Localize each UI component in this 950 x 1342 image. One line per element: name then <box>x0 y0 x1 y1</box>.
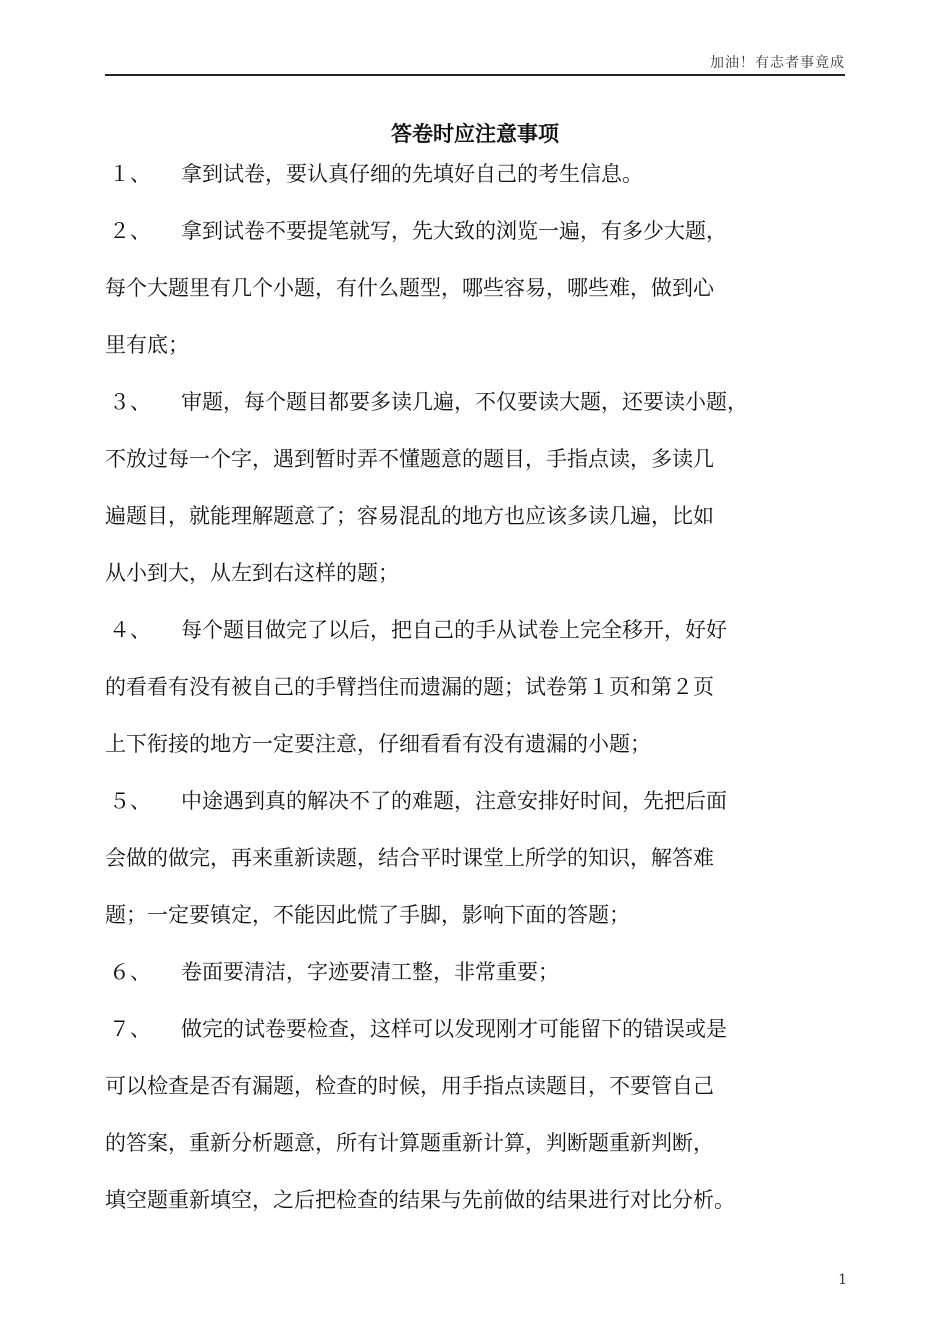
item-number: ２、 <box>109 219 151 243</box>
item-line: 题；一定要镇定，不能因此慌了手脚，影响下面的答题； <box>105 903 630 927</box>
item-line <box>105 374 865 431</box>
item-line: 里有底； <box>105 333 189 357</box>
item-text: 中途遇到真的解决不了的难题，注意安排好时间，先把后面 <box>181 789 727 813</box>
item-number: ５、 <box>109 789 151 813</box>
item-line <box>105 146 865 203</box>
item-line: 填空题重新填空，之后把检查的结果与先前做的结果进行对比分析。 <box>105 1188 735 1212</box>
item-line: 的看看有没有被自己的手臂挡住而遗漏的题；试卷第１页和第２页 <box>105 675 714 699</box>
item-number: ３、 <box>109 390 151 414</box>
item-line: 的答案，重新分析题意，所有计算题重新计算，判断题重新判断， <box>105 1131 714 1155</box>
document-body <box>105 146 865 1229</box>
item-line <box>105 773 865 830</box>
item-number: ７、 <box>109 1017 151 1041</box>
item-line: 会做的做完，再来重新读题，结合平时课堂上所学的知识，解答难 <box>105 846 714 870</box>
item-line: 每个大题里有几个小题，有什么题型，哪些容易，哪些难，做到心 <box>105 276 714 300</box>
item-line <box>105 944 865 1001</box>
list-item <box>105 146 865 203</box>
page-number: 1 <box>838 1272 847 1288</box>
list-item <box>105 1001 865 1229</box>
document-title: 答卷时应注意事项 <box>391 121 559 146</box>
item-line: 不放过每一个字，遇到暂时弄不懂题意的题目，手指点读，多读几 <box>105 447 714 471</box>
item-line: 上下衔接的地方一定要注意，仔细看看有没有遗漏的小题； <box>105 732 651 756</box>
list-item <box>105 203 865 374</box>
list-item <box>105 602 865 773</box>
item-text: 卷面要清洁，字迹要清工整，非常重要； <box>181 960 559 984</box>
item-line <box>105 203 865 260</box>
item-line: 遍题目，就能理解题意了；容易混乱的地方也应该多读几遍，比如 <box>105 504 714 528</box>
item-number: ６、 <box>109 960 151 984</box>
item-line <box>105 1001 865 1058</box>
item-line: 可以检查是否有漏题，检查的时候，用手指点读题目，不要管自己 <box>105 1074 714 1098</box>
item-text: 做完的试卷要检查，这样可以发现刚才可能留下的错误或是 <box>181 1017 727 1041</box>
item-text: 审题，每个题目都要多读几遍，不仅要读大题，还要读小题， <box>181 390 748 414</box>
list-item <box>105 944 865 1001</box>
item-line <box>105 602 865 659</box>
item-number: ４、 <box>109 618 151 642</box>
header-divider <box>105 74 845 76</box>
item-text: 拿到试卷，要认真仔细的先填好自己的考生信息。 <box>181 162 643 186</box>
item-text: 拿到试卷不要提笔就写，先大致的浏览一遍，有多少大题， <box>181 219 727 243</box>
header-motto: 加油！有志者事竟成 <box>710 55 845 71</box>
item-text: 每个题目做完了以后，把自己的手从试卷上完全移开，好好 <box>181 618 727 642</box>
item-number: １、 <box>109 162 151 186</box>
list-item <box>105 374 865 602</box>
item-line: 从小到大，从左到右这样的题； <box>105 561 399 585</box>
list-item <box>105 773 865 944</box>
